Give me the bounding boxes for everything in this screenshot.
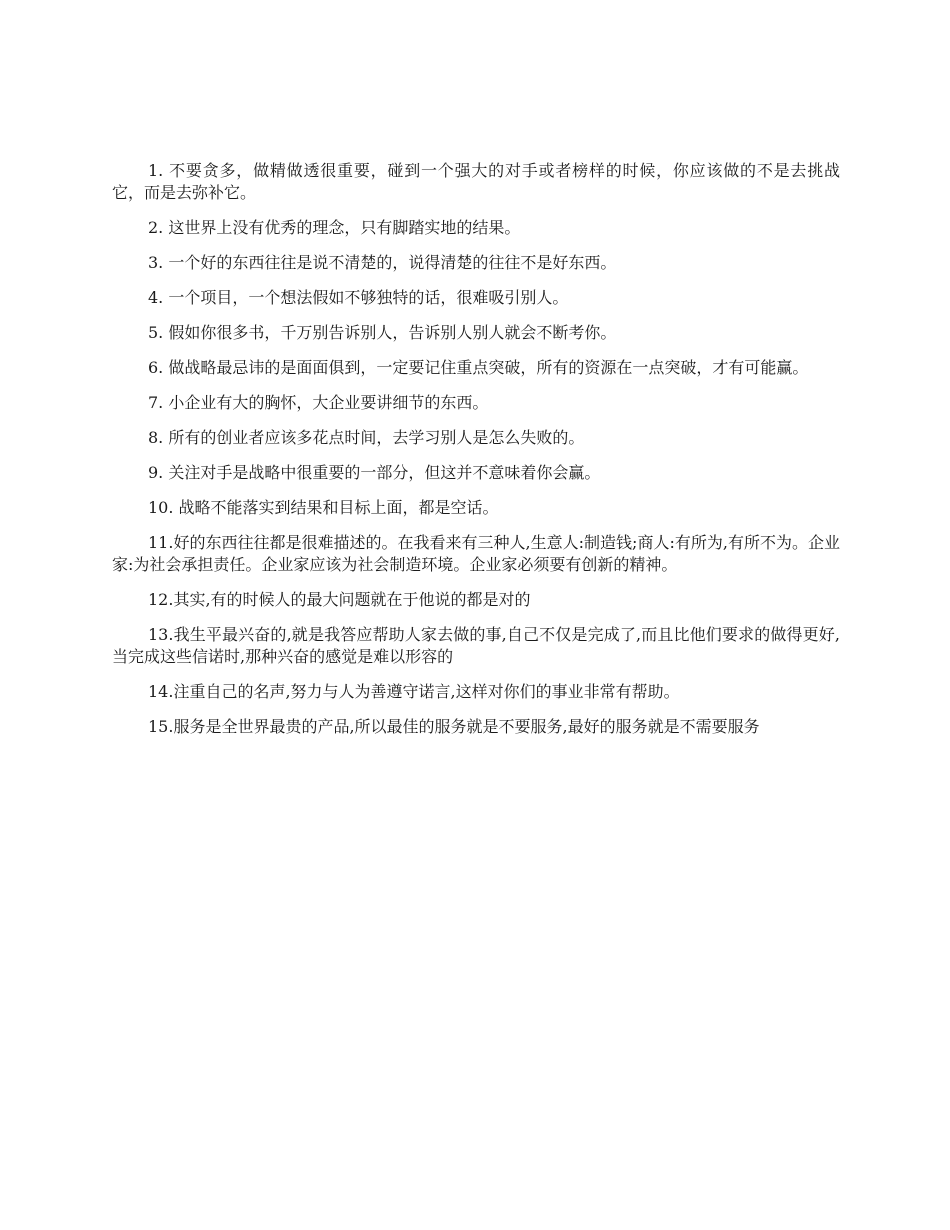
paragraph-7: 7. 小企业有大的胸怀，大企业要讲细节的东西。 bbox=[148, 393, 489, 412]
paragraph-6: 6. 做战略最忌讳的是面面俱到，一定要记住重点突破，所有的资源在一点突破，才有可能赢。 bbox=[148, 358, 809, 377]
paragraph-9: 9. 关注对手是战略中很重要的一部分，但这并不意味着你会赢。 bbox=[148, 463, 601, 482]
paragraph-15: 15.服务是全世界最贵的产品,所以最佳的服务就是不要服务,最好的服务就是不需要服务 bbox=[148, 717, 760, 736]
paragraph-12: 12.其实,有的时候人的最大问题就在于他说的都是对的 bbox=[148, 590, 531, 609]
paragraph-14: 14.注重自己的名声,努力与人为善遵守诺言,这样对你们的事业非常有帮助。 bbox=[148, 682, 680, 701]
paragraph-11: 11.好的东西往往都是很难描述的。在我看来有三种人,生意人:制造钱;商人:有所为,有所不为。企业家:为社会承担责任。企业家应该为社会制造环境。企业家必须要有创新的精神。 bbox=[112, 533, 840, 574]
paragraph-1: 1. 不要贪多，做精做透很重要，碰到一个强大的对手或者榜样的时候，你应该做的不是去挑战它，而是去弥补它。 bbox=[112, 161, 840, 202]
paragraph-13: 13.我生平最兴奋的,就是我答应帮助人家去做的事,自己不仅是完成了,而且比他们要求的做得更好,当完成这些信诺时,那种兴奋的感觉是难以形容的 bbox=[112, 625, 840, 666]
document-body bbox=[112, 160, 840, 751]
paragraph-10: 10. 战略不能落实到结果和目标上面，都是空话。 bbox=[148, 498, 499, 517]
paragraph-5: 5. 假如你很多书，千万别告诉别人，告诉别人别人就会不断考你。 bbox=[148, 323, 617, 342]
paragraph-2: 2. 这世界上没有优秀的理念，只有脚踏实地的结果。 bbox=[148, 218, 521, 237]
paragraph-8: 8. 所有的创业者应该多花点时间，去学习别人是怎么失败的。 bbox=[148, 428, 585, 447]
paragraph-4: 4. 一个项目，一个想法假如不够独特的话，很难吸引别人。 bbox=[148, 288, 569, 307]
paragraph-3: 3. 一个好的东西往往是说不清楚的，说得清楚的往往不是好东西。 bbox=[148, 253, 617, 272]
